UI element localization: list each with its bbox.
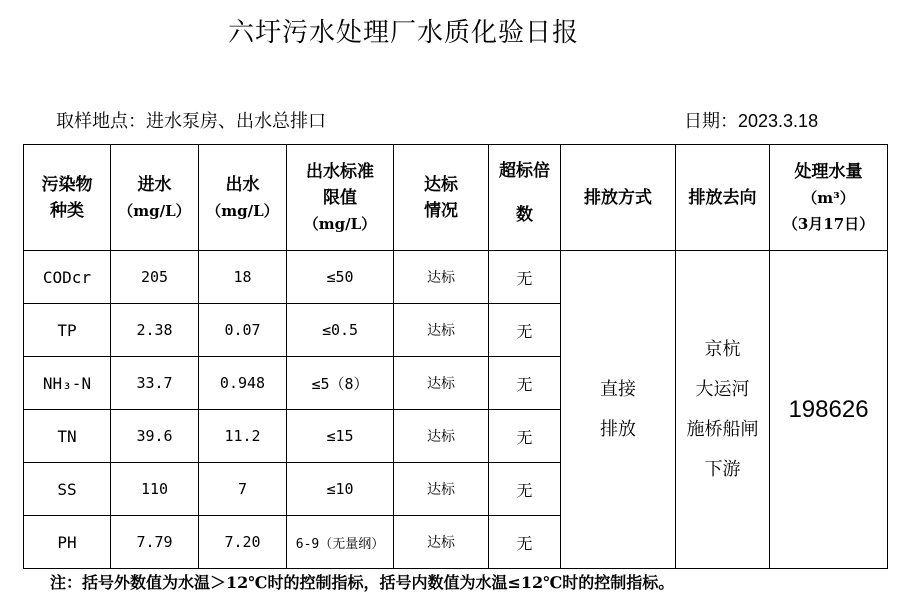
status-value: 达标 bbox=[394, 516, 489, 569]
inflow-value: 205 bbox=[111, 251, 199, 304]
outflow-value: 7 bbox=[199, 463, 287, 516]
inflow-value: 2.38 bbox=[111, 304, 199, 357]
header-pollutant: 污染物 种类 bbox=[24, 145, 111, 251]
limit-value: ≤15 bbox=[287, 410, 394, 463]
inflow-value: 39.6 bbox=[111, 410, 199, 463]
date-label: 日期： bbox=[684, 111, 738, 132]
header-limit: 出水标准 限值 （mg/L） bbox=[287, 145, 394, 251]
limit-value: ≤5（8） bbox=[287, 357, 394, 410]
pollutant-name: NH₃-N bbox=[24, 357, 111, 410]
status-value: 达标 bbox=[394, 463, 489, 516]
pollutant-name: SS bbox=[24, 463, 111, 516]
exceed-value: 无 bbox=[489, 516, 561, 569]
exceed-value: 无 bbox=[489, 251, 561, 304]
header-outflow: 出水 （mg/L） bbox=[199, 145, 287, 251]
pollutant-name: CODcr bbox=[24, 251, 111, 304]
pollutant-name: TP bbox=[24, 304, 111, 357]
date-value: 2023.3.18 bbox=[738, 111, 819, 131]
pollutant-name: TN bbox=[24, 410, 111, 463]
limit-value: 6-9（无量纲） bbox=[287, 516, 394, 569]
header-status: 达标 情况 bbox=[394, 145, 489, 251]
inflow-value: 110 bbox=[111, 463, 199, 516]
discharge-method: 直接 排放 bbox=[561, 251, 676, 569]
treated-volume: 198626 bbox=[770, 251, 888, 569]
header-method: 排放方式 bbox=[561, 145, 676, 251]
header-inflow: 进水 （mg/L） bbox=[111, 145, 199, 251]
outflow-value: 7.20 bbox=[199, 516, 287, 569]
outflow-value: 0.948 bbox=[199, 357, 287, 410]
pollutant-name: PH bbox=[24, 516, 111, 569]
inflow-value: 7.79 bbox=[111, 516, 199, 569]
limit-value: ≤10 bbox=[287, 463, 394, 516]
status-value: 达标 bbox=[394, 357, 489, 410]
sampling-location: 取样地点：进水泵房、出水总排口 bbox=[56, 111, 326, 132]
page-title: 六圩污水处理厂水质化验日报 bbox=[228, 18, 580, 48]
outflow-value: 11.2 bbox=[199, 410, 287, 463]
exceed-value: 无 bbox=[489, 463, 561, 516]
table-row bbox=[24, 251, 888, 304]
exceed-value: 无 bbox=[489, 357, 561, 410]
limit-value: ≤0.5 bbox=[287, 304, 394, 357]
outflow-value: 0.07 bbox=[199, 304, 287, 357]
report-date bbox=[684, 107, 818, 133]
outflow-value: 18 bbox=[199, 251, 287, 304]
footnote: 注：括号外数值为水温＞12℃时的控制指标，括号内数值为水温≤12℃时的控制指标。 bbox=[50, 573, 675, 592]
limit-value: ≤50 bbox=[287, 251, 394, 304]
header-destination: 排放去向 bbox=[676, 145, 770, 251]
exceed-value: 无 bbox=[489, 410, 561, 463]
header-volume: 处理水量 （m³） （3月17日） bbox=[770, 145, 888, 251]
header-row bbox=[24, 145, 888, 251]
water-quality-table bbox=[23, 144, 888, 569]
header-exceed: 超标倍 数 bbox=[489, 145, 561, 251]
exceed-value: 无 bbox=[489, 304, 561, 357]
discharge-destination: 京杭 大运河 施桥船闸 下游 bbox=[676, 251, 770, 569]
status-value: 达标 bbox=[394, 304, 489, 357]
status-value: 达标 bbox=[394, 251, 489, 304]
status-value: 达标 bbox=[394, 410, 489, 463]
inflow-value: 33.7 bbox=[111, 357, 199, 410]
